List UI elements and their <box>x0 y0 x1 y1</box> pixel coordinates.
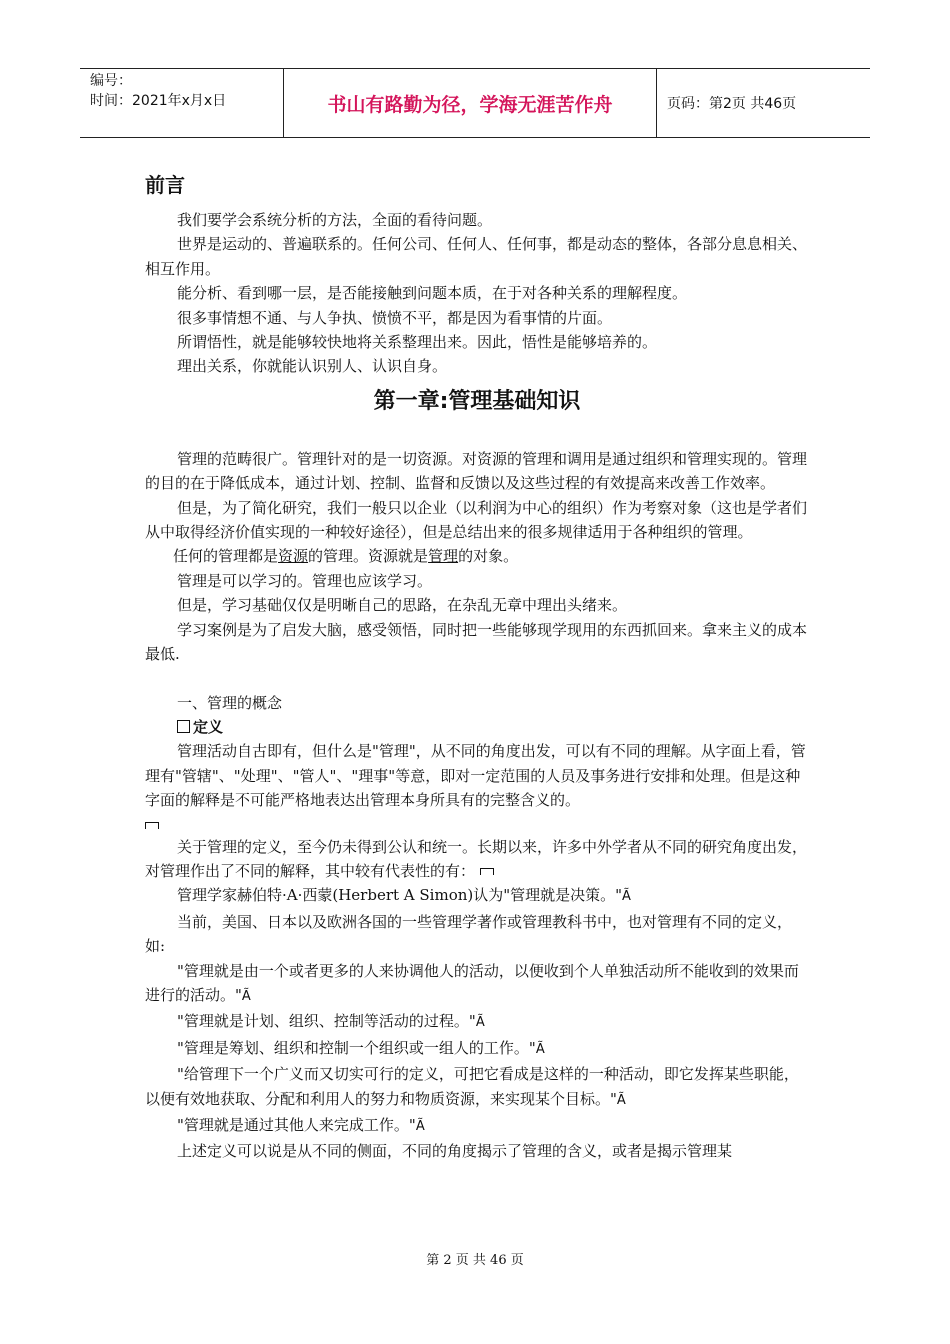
text-run: "管理是筹划、组织和控制一个组织或一组人的工作。" <box>177 1038 536 1057</box>
section-paragraph: 管理活动自古即有，但什么是"管理"，从不同的角度出发，可以有不同的理解。从字面上看，管理有"管辖"、"处理"、"管人"、"理事"等意，即对一定范围的人员及事务进行安排和处理。但是这种字面的解释是不可能严格地表达出管理本身所具有的完整含义的。 <box>145 742 806 810</box>
preface-paragraph: 能分析、看到哪一层，是否能接触到问题本质，在于对各种关系的理解程度。 <box>177 284 688 303</box>
definition-label: 定义 <box>193 717 224 736</box>
date-label: 时间：2021年x月x日 <box>90 93 227 109</box>
quote-paragraph <box>145 1036 809 1062</box>
footnote-mark: Ã <box>616 1092 626 1108</box>
footnote-mark: Ã <box>535 1041 545 1057</box>
chapter-paragraph: 但是，为了简化研究，我们一般只以企业（以利润为中心的组织）作为考察对象（这也是学者们从中取得经济价值实现的一种较好途径），但是总结出来的很多规律适用于各种组织的管理。 <box>145 498 808 542</box>
document-body <box>145 168 809 1164</box>
text-run: 管理学家赫伯特·A·西蒙(Herbert A Simon)认为"管理就是决策。" <box>177 886 623 905</box>
header-page-label: 页码：第2页 共46页 <box>667 96 797 112</box>
preface-paragraph: 所谓悟性，就是能够较快地将关系整理出来。因此，悟性是能够培养的。 <box>177 333 658 352</box>
quote-paragraph <box>145 959 809 1010</box>
preface-paragraph: 理出关系，你就能认识别人、认识自身。 <box>177 357 448 376</box>
preface-paragraph: 我们要学会系统分析的方法，全面的看待问题。 <box>177 211 493 229</box>
footnote-mark: Ã <box>622 889 631 905</box>
page-header <box>80 68 870 138</box>
footnote-mark: Ã <box>475 1015 485 1031</box>
bracket-icon <box>480 868 494 875</box>
preface-paragraph: 很多事情想不通、与人争执、愤愤不平，都是因为看事情的片面。 <box>177 308 613 327</box>
quote-paragraph <box>145 1009 809 1035</box>
chapter-title: 第一章:管理基础知识 <box>373 388 581 414</box>
footnote-mark: Ã <box>415 1119 425 1134</box>
header-meta <box>80 69 283 137</box>
link-resources[interactable]: 资源 <box>278 547 309 566</box>
preface-paragraph: 世界是运动的、普遍联系的。任何公司、任何人、任何事，都是动态的整体，各部分息息相关、相互作用。 <box>145 235 808 278</box>
chapter-paragraph: 管理的范畴很广。管理针对的是一切资源。对资源的管理和调用是通过组织和管理实现的。管理的目的在于降低成本，通过计划、控制、监督和反馈以及这些过程的有效提高来改善工作效率。 <box>145 449 808 493</box>
chapter-paragraph: 学习案例是为了启发大脑，感受领悟，同时把一些能够现学现用的东西抓回来。拿来主义的成本最低. <box>145 620 808 664</box>
chapter-paragraph-resources <box>145 544 809 568</box>
section-heading: 一、管理的概念 <box>177 693 283 712</box>
link-management[interactable]: 管理 <box>428 547 459 566</box>
text-run: "管理就是由一个或者更多的人来协调他人的活动，以便收到个人单独活动所不能收到的效果而进行的活动。" <box>145 961 799 1004</box>
definition-heading <box>145 715 809 739</box>
chapter-paragraph: 但是，学习基础仅仅是明晰自己的思路，在杂乱无章中理出头绪来。 <box>177 596 628 615</box>
quote-paragraph <box>145 1113 809 1139</box>
text-run: "管理就是通过其他人来完成工作。" <box>177 1116 416 1134</box>
text-run: "给管理下一个广义而又切实可行的定义，可把它看成是这样的一种活动，即它发挥某些职能，以便有效地获取、分配和利用人的努力和物质资源，来实现某个目标。" <box>145 1065 799 1108</box>
text-run: 的对象。 <box>458 547 519 566</box>
chapter-paragraph: 管理是可以学习的。管理也应该学习。 <box>177 571 433 590</box>
text-run: 的管理。资源就是 <box>308 547 429 566</box>
spacer <box>145 667 809 691</box>
code-label: 编号： <box>90 73 132 89</box>
text-run: "管理就是计划、组织、控制等活动的过程。" <box>177 1012 476 1031</box>
bracket-icon <box>145 822 159 829</box>
preface-title: 前言 <box>145 173 185 197</box>
section-paragraph <box>145 883 809 909</box>
bracket-mark-line <box>145 813 809 835</box>
section-paragraph: 上述定义可以说是从不同的侧面，不同的角度揭示了管理的含义，或者是揭示管理某 <box>177 1142 733 1161</box>
page-footer: 第 2 页 共 46 页 <box>426 1253 524 1268</box>
section-paragraph: 当前，美国、日本以及欧洲各国的一些管理学著作或管理教科书中，也对管理有不同的定义，如: <box>145 912 793 956</box>
header-motto: 书山有路勤为径，学海无涯苦作舟 <box>283 69 657 137</box>
text-run: 关于管理的定义，至今仍未得到公认和统一。长期以来，许多中外学者从不同的研究角度出发，对管理作出了不同的解释，其中较有代表性的有： <box>145 837 808 880</box>
quote-paragraph <box>145 1062 809 1113</box>
checkbox-icon <box>177 720 190 733</box>
footnote-mark: Ã <box>241 988 251 1004</box>
text-run: 任何的管理都是 <box>173 547 279 566</box>
section-paragraph <box>145 835 809 884</box>
